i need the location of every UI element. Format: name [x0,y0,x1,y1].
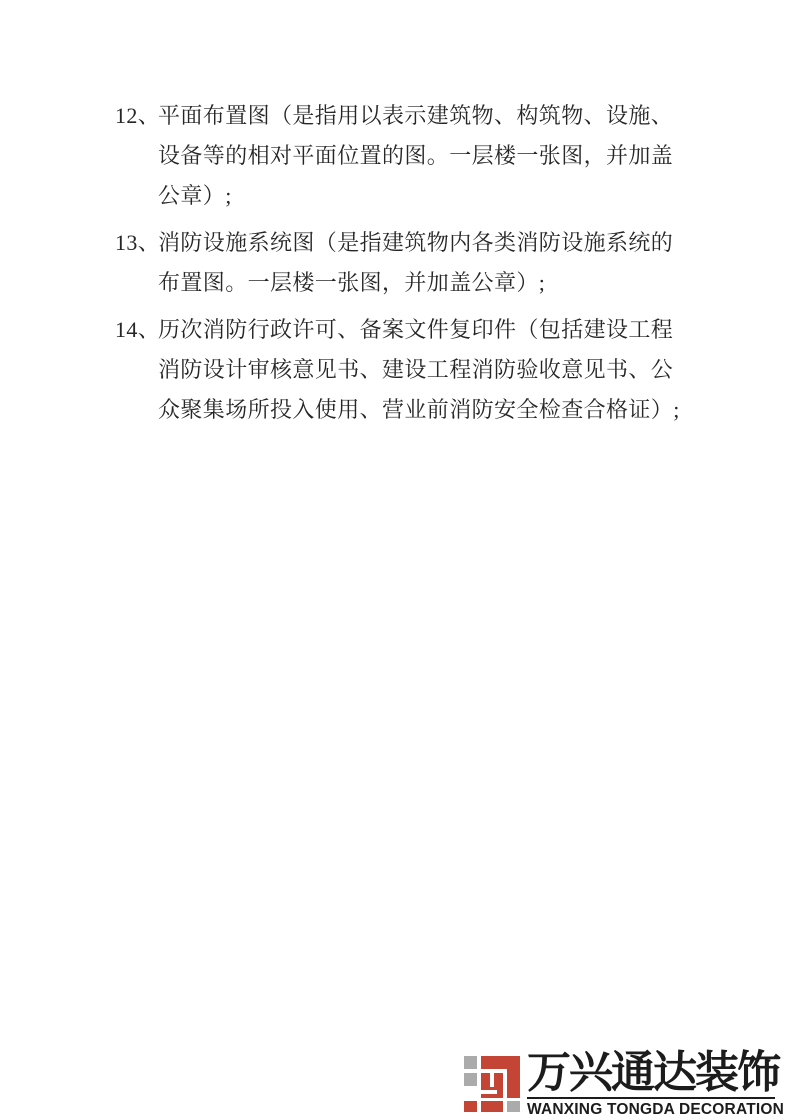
item-number: 13、 [115,230,161,255]
text-line: 设备等的相对平面位置的图。一层楼一张图，并加盖 [158,143,674,168]
document-body [115,96,680,437]
text-line: 消防设计审核意见书、建设工程消防验收意见书、公 [158,357,674,382]
text-line: 众聚集场所投入使用、营业前消防安全检查合格证）; [158,397,680,422]
list-item-14 [115,310,680,430]
text-line: 消防设施系统图（是指建筑物内各类消防设施系统的 [158,230,674,255]
list-item-13 [115,223,677,303]
company-name-en: WANXING TONGDA DECORATION [527,1101,785,1118]
list-item-12 [115,96,677,216]
item-text [158,96,677,216]
logo-mark-icon [462,1054,522,1114]
logo-text [527,1050,784,1119]
item-text [158,223,677,303]
company-name-zh: 万兴通达装饰 [527,1048,779,1097]
item-number: 12、 [115,103,161,128]
text-line: 公章）; [158,183,232,208]
item-text [158,310,680,430]
text-line: 布置图。一层楼一张图，并加盖公章）; [158,270,546,295]
logo-divider [527,1097,775,1099]
company-logo [462,1050,784,1119]
item-number: 14、 [115,317,161,342]
text-line: 历次消防行政许可、备案文件复印件（包括建设工程 [158,317,674,342]
text-line: 平面布置图（是指用以表示建筑物、构筑物、设施、 [158,103,674,128]
